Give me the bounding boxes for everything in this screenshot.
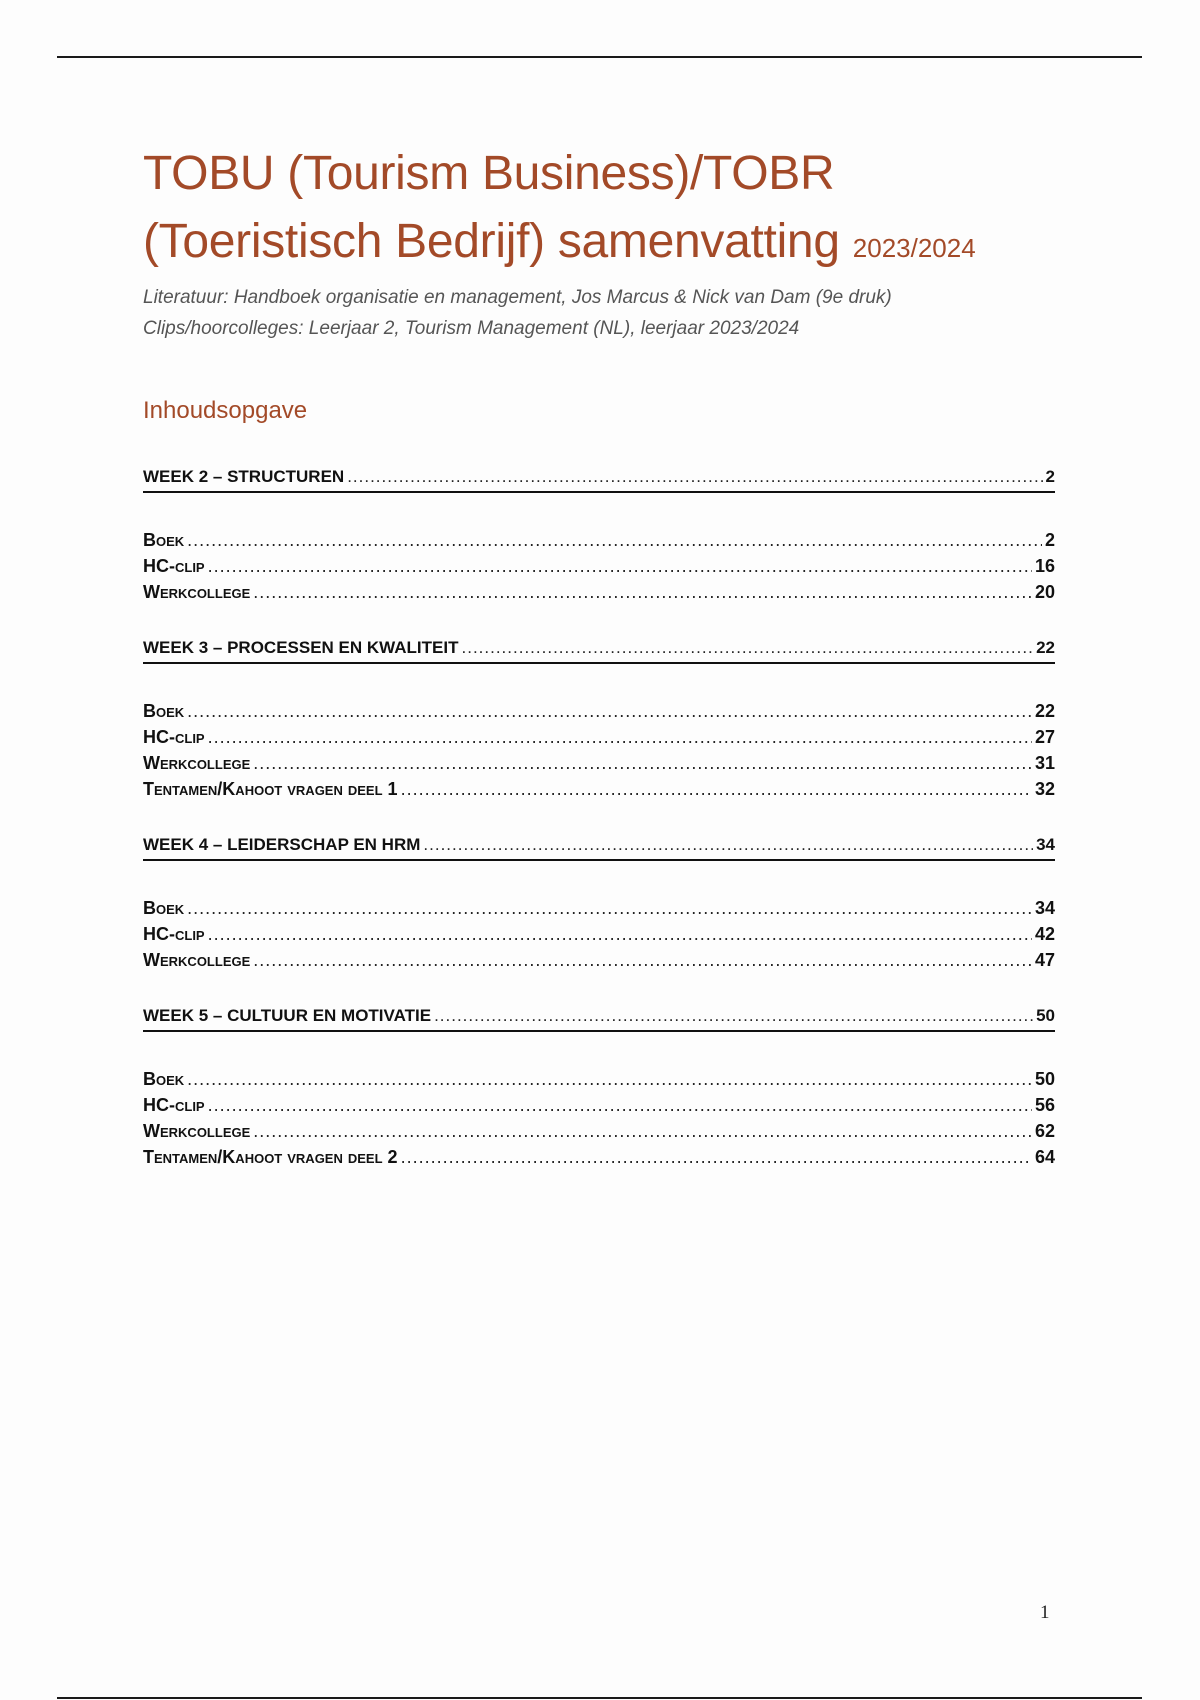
toc-entry-label: Tentamen/Kahoot vragen deel 2 bbox=[143, 1147, 398, 1167]
toc-entry-label: Boek bbox=[143, 530, 185, 550]
document-title bbox=[143, 140, 1055, 282]
toc-week-group bbox=[143, 832, 1055, 973]
toc-section-label: WEEK 3 – PROCESSEN EN KWALITEIT bbox=[143, 638, 459, 657]
toc-week-group bbox=[143, 1003, 1055, 1170]
toc-section-link[interactable] bbox=[143, 1003, 1055, 1032]
toc-entry-label: Werkcollege bbox=[143, 582, 251, 602]
toc-entry-link[interactable] bbox=[143, 947, 1055, 973]
toc-leader-dots bbox=[208, 921, 1032, 947]
toc-entry-page: 20 bbox=[1034, 582, 1055, 602]
toc-leader-dots bbox=[253, 579, 1032, 605]
toc-entry-page: 47 bbox=[1034, 950, 1055, 970]
toc-leader-dots bbox=[253, 750, 1032, 776]
toc-section-label: WEEK 4 – LEIDERSCHAP EN HRM bbox=[143, 835, 421, 854]
toc-leader-dots bbox=[423, 832, 1033, 858]
toc-section-page: 2 bbox=[1045, 467, 1055, 486]
toc-section-page: 34 bbox=[1036, 835, 1055, 854]
toc-leader-dots bbox=[208, 553, 1032, 579]
toc-entry-page: 56 bbox=[1034, 1095, 1055, 1115]
page-content bbox=[143, 140, 1055, 1200]
toc-entry-label: Tentamen/Kahoot vragen deel 1 bbox=[143, 779, 398, 799]
subtitle-literature: Literatuur: Handboek organisatie en management, Jos Marcus & Nick van Dam (9e druk) bbox=[143, 287, 892, 308]
toc-entry-page: 34 bbox=[1034, 898, 1055, 918]
title-year: 2023/2024 bbox=[852, 233, 976, 263]
toc-leader-dots bbox=[208, 724, 1032, 750]
toc-entry-page: 16 bbox=[1034, 556, 1055, 576]
toc-leader-dots bbox=[253, 947, 1032, 973]
toc-entry-page: 50 bbox=[1034, 1069, 1055, 1089]
toc-entry-label: Boek bbox=[143, 898, 185, 918]
toc-entry-page: 64 bbox=[1034, 1147, 1055, 1167]
toc-week-group bbox=[143, 635, 1055, 802]
header-rule bbox=[57, 56, 1142, 58]
toc-entry-link[interactable] bbox=[143, 1118, 1055, 1144]
toc-entry-label: Werkcollege bbox=[143, 753, 251, 773]
toc-entry-label: Boek bbox=[143, 701, 185, 721]
toc-leader-dots bbox=[253, 1118, 1032, 1144]
toc-entry-link[interactable] bbox=[143, 579, 1055, 605]
toc-leader-dots bbox=[187, 1066, 1032, 1092]
toc-section-page: 22 bbox=[1036, 638, 1055, 657]
toc-entry-link[interactable] bbox=[143, 1066, 1055, 1092]
toc-entry-page: 2 bbox=[1044, 530, 1055, 550]
toc-entry-page: 31 bbox=[1034, 753, 1055, 773]
toc-section-label: WEEK 2 – STRUCTUREN bbox=[143, 467, 345, 486]
title-line-2: (Toeristisch Bedrijf) samenvatting bbox=[143, 215, 840, 268]
toc-section-page: 50 bbox=[1036, 1006, 1055, 1025]
toc-leader-dots bbox=[401, 1144, 1032, 1170]
toc-entry-label: HC-clip bbox=[143, 924, 205, 944]
toc-leader-dots bbox=[187, 895, 1032, 921]
toc-entry-link[interactable] bbox=[143, 895, 1055, 921]
toc-entry-link[interactable] bbox=[143, 698, 1055, 724]
toc-entry-link[interactable] bbox=[143, 750, 1055, 776]
toc-leader-dots bbox=[187, 698, 1032, 724]
toc-entry-label: HC-clip bbox=[143, 556, 205, 576]
toc-entry-link[interactable] bbox=[143, 527, 1055, 553]
footer-rule bbox=[57, 1697, 1142, 1699]
toc-entry-label: HC-clip bbox=[143, 727, 205, 747]
toc-leader-dots bbox=[187, 527, 1042, 553]
toc-leader-dots bbox=[462, 635, 1034, 661]
toc-entry-link[interactable] bbox=[143, 553, 1055, 579]
toc-entry-label: HC-clip bbox=[143, 1095, 205, 1115]
toc-entry-page: 32 bbox=[1034, 779, 1055, 799]
toc-leader-dots bbox=[208, 1092, 1032, 1118]
subtitle-clips: Clips/hoorcolleges: Leerjaar 2, Tourism Management (NL), leerjaar 2023/2024 bbox=[143, 318, 800, 339]
table-of-contents bbox=[143, 464, 1055, 1170]
toc-entry-label: Werkcollege bbox=[143, 950, 251, 970]
toc-leader-dots bbox=[401, 776, 1032, 802]
toc-section-link[interactable] bbox=[143, 464, 1055, 493]
toc-entry-label: Boek bbox=[143, 1069, 185, 1089]
title-line-1: TOBU (Tourism Business)/TOBR bbox=[143, 147, 835, 200]
toc-entry-page: 22 bbox=[1034, 701, 1055, 721]
toc-week-group bbox=[143, 464, 1055, 605]
toc-entry-page: 42 bbox=[1034, 924, 1055, 944]
toc-entry-link[interactable] bbox=[143, 921, 1055, 947]
toc-section-link[interactable] bbox=[143, 832, 1055, 861]
toc-entry-link[interactable] bbox=[143, 1092, 1055, 1118]
page-number: 1 bbox=[1040, 1602, 1050, 1623]
toc-leader-dots bbox=[434, 1003, 1033, 1029]
toc-entry-link[interactable] bbox=[143, 776, 1055, 802]
toc-leader-dots bbox=[347, 464, 1042, 490]
toc-entry-link[interactable] bbox=[143, 1144, 1055, 1170]
toc-entry-page: 27 bbox=[1034, 727, 1055, 747]
toc-section-link[interactable] bbox=[143, 635, 1055, 664]
toc-entry-label: Werkcollege bbox=[143, 1121, 251, 1141]
toc-entry-link[interactable] bbox=[143, 724, 1055, 750]
toc-section-label: WEEK 5 – CULTUUR EN MOTIVATIE bbox=[143, 1006, 432, 1025]
toc-entry-page: 62 bbox=[1034, 1121, 1055, 1141]
toc-heading: Inhoudsopgave bbox=[143, 397, 308, 424]
